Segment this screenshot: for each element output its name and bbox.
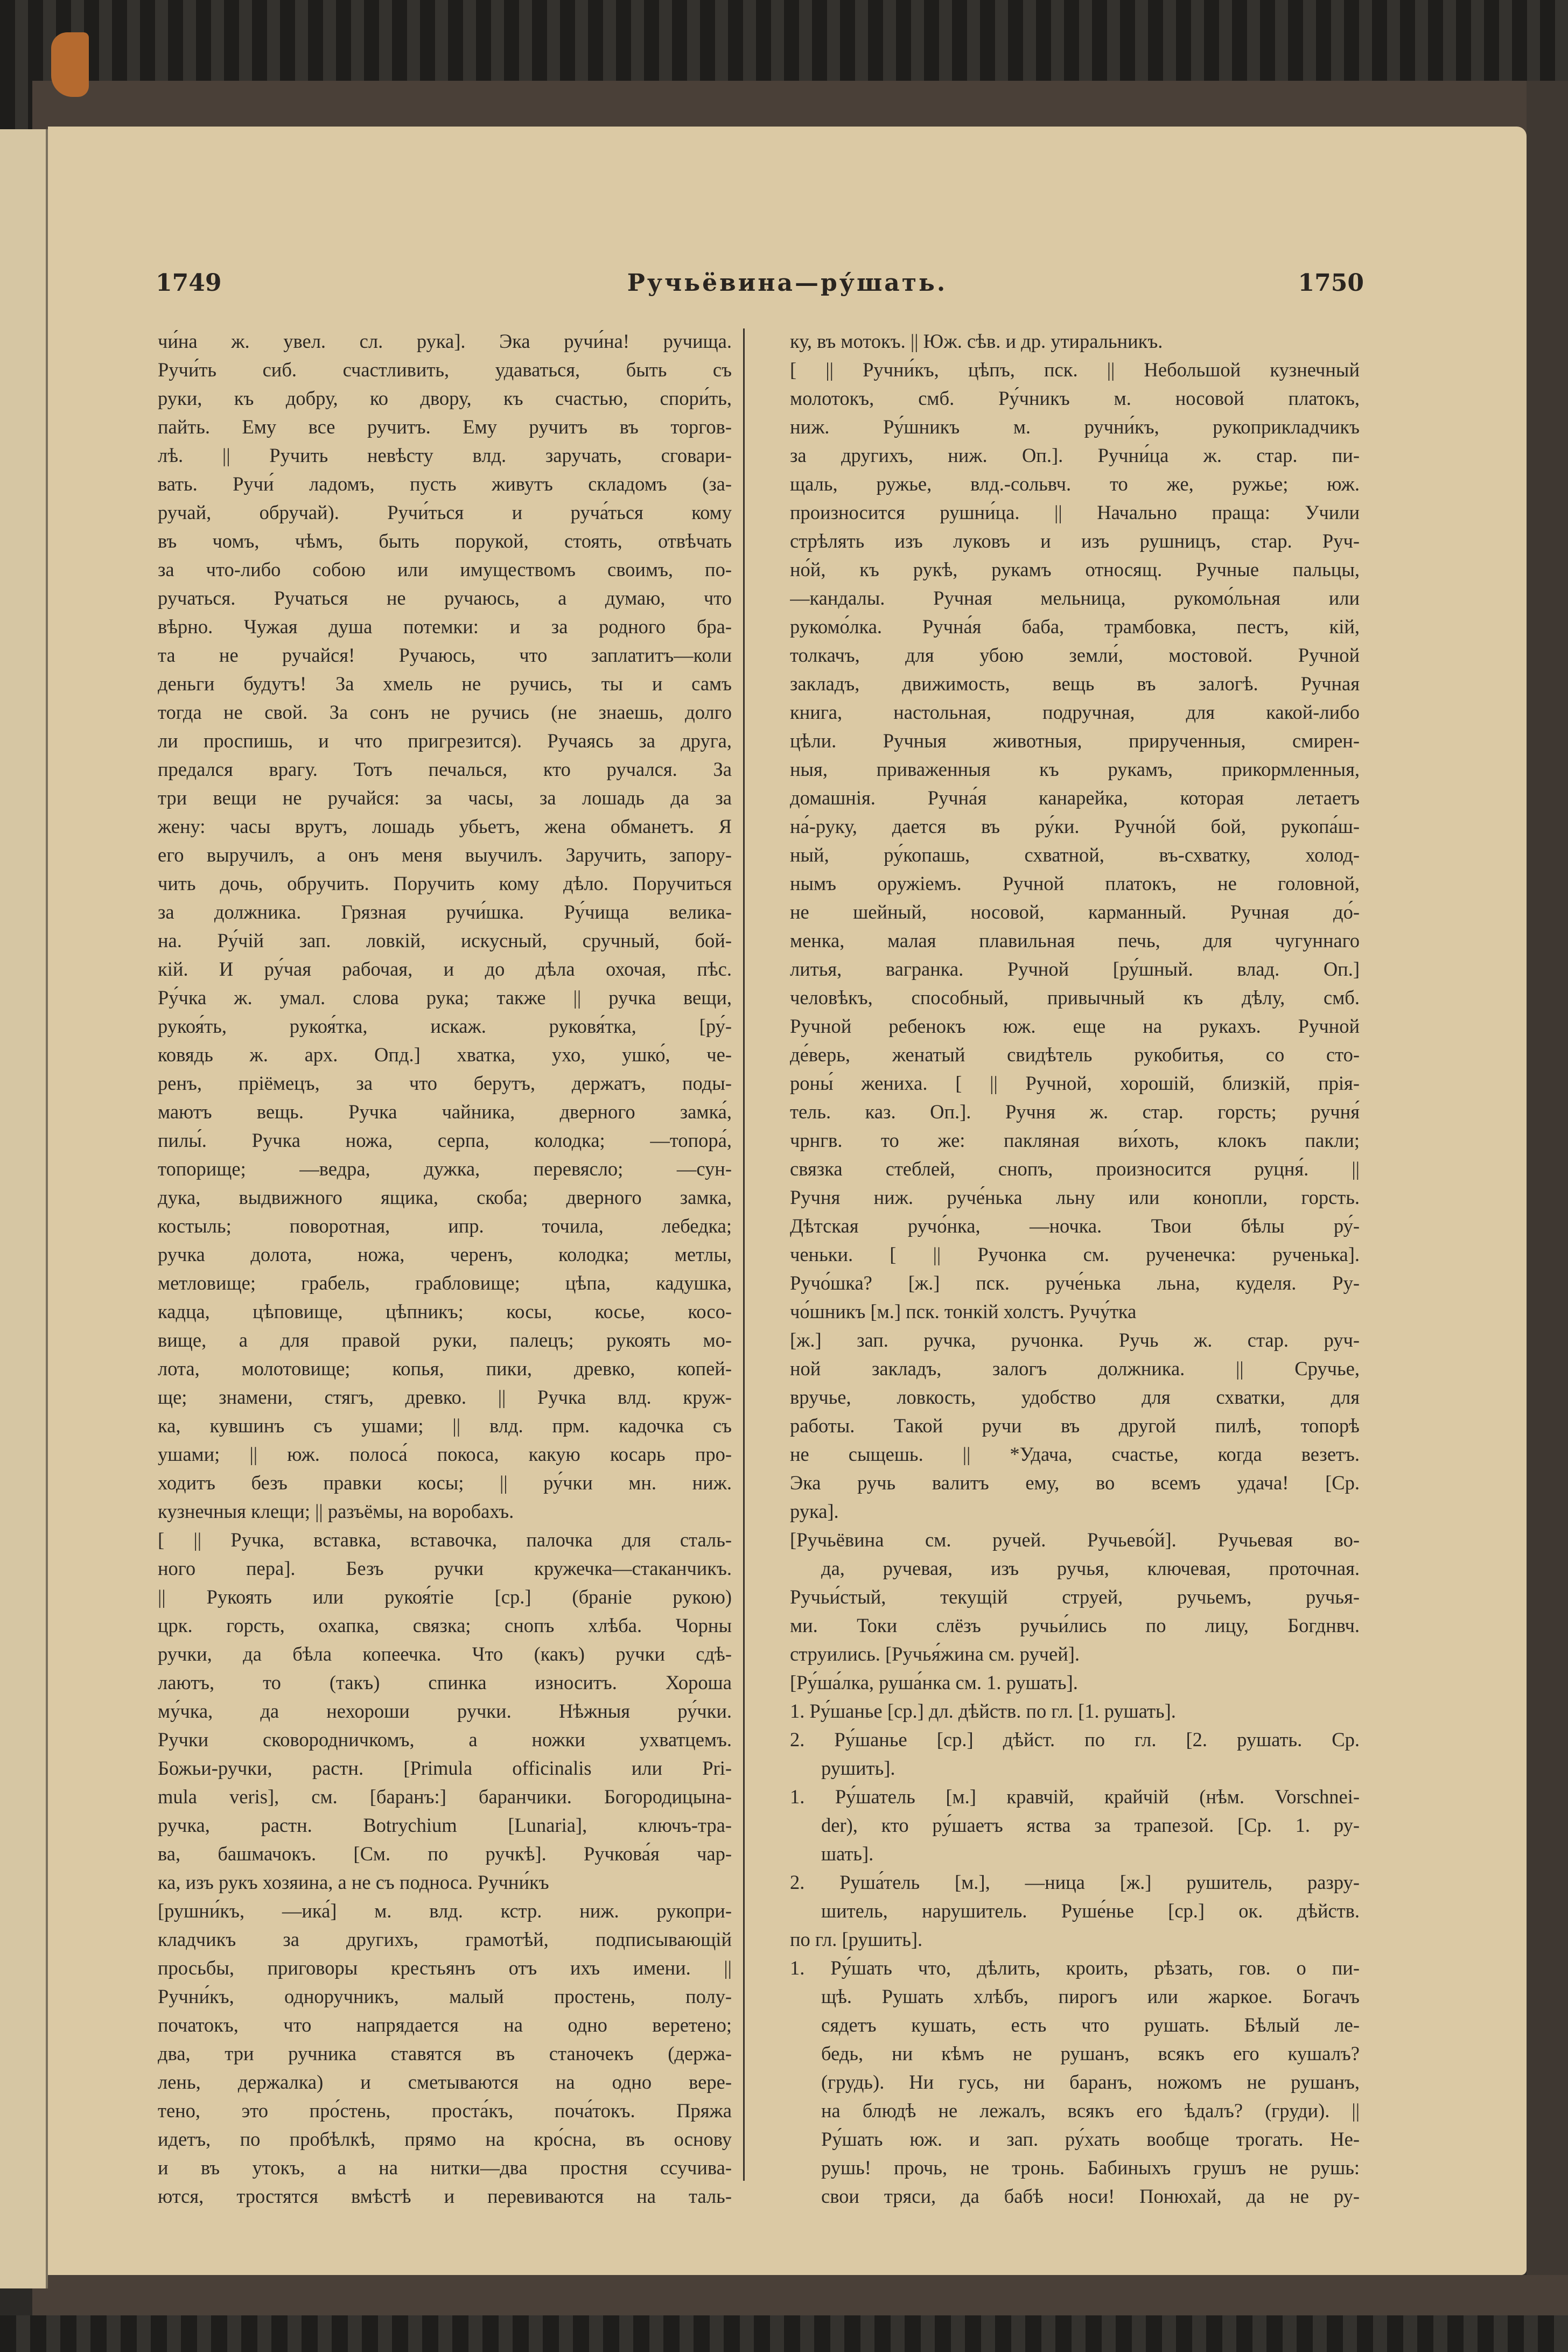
text-line: Ру́шать юж. и зап. ру́хать вообще трогать. Не- <box>821 2128 1360 2150</box>
torn-paper-corner <box>51 32 89 97</box>
text-line: чо́шникъ [м.] пск. тонкій холстъ. Ручу́тка <box>790 1300 1137 1322</box>
text-line: Ручня ниж. руче́нька льну или конопли, горсть. <box>790 1186 1360 1208</box>
text-line: идетъ, по пробѣлкѣ, прямо на кро́сна, въ основу <box>158 2128 732 2150</box>
text-line: вручье, ловкость, удобство для схватки, для <box>790 1386 1360 1408</box>
text-line: || Рукоять или рукоя́тіе [ср.] (браніе рукою) <box>158 1586 732 1608</box>
text-line: [рушни́къ, —ика́] м. влд. кстр. ниж. рукопри- <box>158 1900 732 1922</box>
text-line: литья, вагранка. Ручной [ру́шный. влад. Оп.] <box>790 958 1360 980</box>
text-line: три вещи не ручайся: за часы, за лошадь да за <box>158 787 732 809</box>
text-line: 1. Ру́шатель [м.] кравчій, крайчій (нѣм. Vorschnei- <box>790 1786 1360 1808</box>
text-line: молотокъ, смб. Ру́чникъ м. носовой платокъ, <box>790 387 1360 409</box>
text-line: просьбы, приговоры крестьянъ отъ ихъ имени. || <box>158 1957 732 1979</box>
text-line: початокъ, что напрядается на одно веретено; <box>158 2014 732 2036</box>
text-line: ще; знамени, стягъ, древко. || Ручка влд. круж- <box>158 1386 732 1408</box>
text-line: Ручьи́стый, текущій струей, ручьемъ, ручья- <box>790 1586 1360 1608</box>
text-line: ка, изъ рукъ хозяина, а не съ подноса. Ручни́къ <box>158 1871 549 1893</box>
text-line: ва, башмачокъ. [См. по ручкѣ]. Ручкова́я чар- <box>158 1843 732 1865</box>
text-line: рушь! прочь, не тронь. Бабиныхъ грушъ не рушь: <box>821 2157 1360 2179</box>
text-line: вище, а для правой руки, палецъ; рукоять мо- <box>158 1329 732 1351</box>
text-line: закладъ, движимость, вещь въ залогѣ. Ручная <box>790 673 1360 695</box>
text-line: ниж. Ру́шникъ м. ручни́къ, рукоприкладчикъ <box>790 416 1360 438</box>
text-line: рука]. <box>790 1500 839 1522</box>
text-line: [Ру́ша́лка, руша́нка см. 1. рушать]. <box>790 1671 1078 1693</box>
text-line: человѣкъ, способный, привычный къ дѣлу, смб. <box>790 986 1360 1009</box>
text-line: щѣ. Рушать хлѣбъ, пирогъ или жаркое. Богачъ <box>821 1985 1360 2007</box>
text-line: рукомо́лка. Ручна́я баба, трамбовка, пестъ, кій, <box>790 615 1360 638</box>
text-line: пайть. Ему все ручитъ. Ему ручитъ въ торгов- <box>158 416 732 438</box>
text-line: чрнгв. то же: пакляная ви́хоть, клокъ пакли; <box>790 1129 1360 1151</box>
running-title: Ручьёвина—ру́шать. <box>627 269 948 297</box>
text-line: за другихъ, ниж. Оп.]. Ручни́ца ж. стар. пи- <box>790 444 1360 466</box>
text-line: вѣрно. Чужая душа потемки: и за родного бра- <box>158 615 732 638</box>
text-line: нымъ оружіемъ. Ручной платокъ, не головной, <box>790 872 1360 894</box>
text-line: въ чомъ, чѣмъ, быть порукой, стоять, отвѣчать <box>158 530 732 552</box>
text-line: Ру́чка ж. умал. слова рука; также || ручка вещи, <box>158 986 732 1009</box>
left-column <box>158 327 732 2210</box>
text-line: [ || Ручка, вставка, вставочка, палочка для сталь- <box>158 1529 732 1551</box>
text-line: mula veris], см. [баранъ:] баранчики. Богородицына- <box>158 1786 732 1808</box>
text-line: (грудь). Ни гусь, ни баранъ, ножомъ не рушанъ, <box>821 2071 1360 2093</box>
text-line: чить дочь, обручить. Поручить кому дѣло. Поручиться <box>158 872 732 894</box>
dictionary-page <box>48 127 1527 2275</box>
text-line: произносится рушни́ца. || Начально праща: Учили <box>790 501 1360 523</box>
text-line: тель. каз. Оп.]. Ручня ж. стар. горсть; ручня́ <box>790 1101 1360 1123</box>
text-line: да, ручевая, изъ ручья, ключевая, проточная. <box>821 1557 1360 1579</box>
text-line: ручай, обручай). Ручи́ться и руча́ться кому <box>158 501 732 523</box>
text-line: 1. Ру́шанье [ср.] дл. дѣйств. по гл. [1. рушать]. <box>790 1700 1176 1722</box>
text-line: связка стеблей, снопъ, произносится руцня́. || <box>790 1158 1360 1180</box>
text-line: му́чка, да нехороши ручки. Нѣжныя ру́чки. <box>158 1700 732 1722</box>
text-line: предался врагу. Тотъ печалься, кто ручался. За <box>158 758 732 780</box>
text-line: деньги будутъ! За хмель не ручись, ты и самъ <box>158 673 732 695</box>
text-line: ручка долота, ножа, черенъ, колодка; метлы, <box>158 1243 732 1265</box>
text-line: маютъ вещь. Ручка чайника, дверного замка́, <box>158 1101 732 1123</box>
text-line: Ручки сковородничкомъ, а ножки ухватцемъ. <box>158 1728 732 1751</box>
text-line: [Ручьёвина см. ручей. Ручьево́й]. Ручьевая во- <box>790 1529 1360 1551</box>
text-line: тогда не свой. За сонъ не ручись (не знаешь, долго <box>158 701 732 723</box>
text-line: Эка ручь валитъ ему, во всемъ удача! [Ср. <box>790 1472 1360 1494</box>
text-line: на́-руку, дается въ ру́ки. Ручно́й бой, рукопа́ш- <box>790 815 1360 837</box>
text-line: домашнія. Ручна́я канарейка, которая летаетъ <box>790 787 1360 809</box>
text-line: ной закладъ, залогъ должника. || Сручье, <box>790 1357 1360 1380</box>
text-line: стрѣлять изъ луковъ и изъ рушницъ, стар. Руч- <box>790 530 1360 552</box>
text-line: сядетъ кушать, есть что рушать. Бѣлый ле- <box>821 2014 1360 2036</box>
text-line: тено, это про́стень, проста́къ, поча́токъ. Пряжа <box>158 2099 732 2122</box>
text-line: [ || Ручни́къ, цѣпъ, пск. || Небольшой кузнечный <box>790 359 1360 381</box>
text-line: ются, тростятся вмѣстѣ и перевиваются на таль- <box>158 2185 732 2207</box>
text-line: не шейный, носовой, карманный. Ручная до́- <box>790 901 1360 923</box>
column-divider <box>743 328 745 2181</box>
text-line: бедь, ни кѣмъ не рушанъ, всякъ его кушалъ? <box>821 2042 1360 2064</box>
text-line: ныя, приваженныя къ рукамъ, прикормленныя, <box>790 758 1360 780</box>
text-line: ми. Токи слёзъ ручьи́лись по лицу, Богднвч. <box>790 1614 1360 1636</box>
text-line: чи́на ж. увел. сл. рука]. Эка ручи́на! ручища. <box>158 330 732 352</box>
text-line: за что-либо собою или имуществомъ своимъ, по- <box>158 558 732 580</box>
text-line: рушить]. <box>821 1757 895 1779</box>
text-line: не сыщешь. || *Удача, счастье, когда везетъ. <box>790 1443 1360 1465</box>
text-line: цѣли. Ручныя животныя, прирученныя, смирен- <box>790 730 1360 752</box>
text-line: но́й, къ рукѣ, рукамъ относящ. Ручные пальцы, <box>790 558 1360 580</box>
text-line: шать]. <box>821 1843 874 1865</box>
book-binding-bottom <box>0 2315 1568 2352</box>
text-line: ренъ, пріёмецъ, за что берутъ, держатъ, поды- <box>158 1072 732 1094</box>
text-line: Божьи-ручки, растн. [Primula officinalis или Pri- <box>158 1757 732 1779</box>
text-line: —кандалы. Ручная мельница, рукомо́льная или <box>790 587 1360 609</box>
text-line: ручки, да бѣла копеечка. Что (какъ) ручки сдѣ- <box>158 1643 732 1665</box>
text-line: топорище; —ведра, дужка, перевясло; —сун- <box>158 1158 732 1180</box>
text-line: Ручни́къ, одноручникъ, малый простень, полу- <box>158 1985 732 2007</box>
text-line: ка, кувшинъ съ ушами; || влд. прм. кадочка съ <box>158 1415 732 1437</box>
text-line: кладчикъ за другихъ, грамотѣй, подписывающій <box>158 1928 732 1950</box>
text-line: ного пера]. Безъ ручки кружечка—стаканчикъ. <box>158 1557 732 1579</box>
page-number-left: 1749 <box>156 269 222 297</box>
text-line: 2. Руша́тель [м.], —ница [ж.] рушитель, разру- <box>790 1871 1360 1893</box>
text-line: лѣ. || Ручить невѣсту влд. заручать, сговари- <box>158 444 732 466</box>
text-line: кузнечныя клещи; || разъёмы, на воробахъ. <box>158 1500 514 1522</box>
text-line: Ручо́шка? [ж.] пск. руче́нька льна, куделя. Ру- <box>790 1272 1360 1294</box>
text-line: ковядь ж. арх. Опд.] хватка, ухо, ушко́, че- <box>158 1044 732 1066</box>
text-line: ручаться. Ручаться не ручаюсь, а думаю, что <box>158 587 732 609</box>
text-line: црк. горсть, охапка, связка; снопъ хлѣба. Чорны <box>158 1614 732 1636</box>
text-line: струились. [Ручья́жина см. ручей]. <box>790 1643 1080 1665</box>
text-line: ходитъ безъ правки косы; || ру́чки мн. ниж. <box>158 1472 732 1494</box>
book-cover-edge-right <box>1527 81 1568 2288</box>
previous-page-edge <box>0 129 48 2288</box>
text-line: шитель, нарушитель. Руше́нье [ср.] ок. дѣйств. <box>821 1900 1360 1922</box>
text-line: руки, къ добру, ко двору, къ счастью, спори́ть, <box>158 387 732 409</box>
running-header <box>48 269 1527 302</box>
text-line: der), кто ру́шаетъ яства за трапезой. [Ср. 1. ру- <box>821 1814 1360 1836</box>
text-line: Дѣтская ручо́нка, —ночка. Твои бѣлы ру́- <box>790 1215 1360 1237</box>
text-line: кій. И ру́чая рабочая, и до дѣла охочая, пѣс. <box>158 958 732 980</box>
text-line: свои тряси, да бабѣ носи! Понюхай, да не ру- <box>821 2185 1360 2207</box>
text-line: ушами; || юж. полоса́ покоса, какую косарь про- <box>158 1443 732 1465</box>
text-line: книга, настольная, подручная, для какой-либо <box>790 701 1360 723</box>
text-line: жену: часы врутъ, лошадь убьетъ, жена обманетъ. Я <box>158 815 732 837</box>
text-line: толкачъ, для убою земли́, мостовой. Ручной <box>790 644 1360 666</box>
text-line: ку, въ мотокъ. || Юж. сѣв. и др. утиральникъ. <box>790 330 1163 352</box>
text-line: на блюдѣ не лежалъ, всякъ его ѣдалъ? (груди). || <box>821 2099 1360 2122</box>
text-line: дука, выдвижного ящика, скоба; дверного замка, <box>158 1186 732 1208</box>
text-line: метловище; грабель, грабловище; цѣпа, кадушка, <box>158 1272 732 1294</box>
text-line: кадца, цѣповище, цѣпникъ; косы, косье, косо- <box>158 1300 732 1322</box>
text-line: Ручной ребенокъ юж. еще на рукахъ. Ручной <box>790 1015 1360 1037</box>
text-line: за должника. Грязная ручи́шка. Ру́чища велика- <box>158 901 732 923</box>
text-line: лень, держалка) и сметываются на одно вере- <box>158 2071 732 2093</box>
text-line: 1. Ру́шать что, дѣлить, кроить, рѣзать, гов. о пи- <box>790 1957 1360 1979</box>
text-line: работы. Такой ручи въ другой пилѣ, топорѣ <box>790 1415 1360 1437</box>
text-line: по гл. [рушить]. <box>790 1928 923 1950</box>
text-line: де́верь, женатый свидѣтель рукобитья, со сто- <box>790 1044 1360 1066</box>
right-column <box>790 327 1360 2210</box>
text-line: и въ утокъ, а на нитки—два простня ссучива- <box>158 2157 732 2179</box>
text-line: менка, малая плавильная печь, для чугуннаго <box>790 929 1360 951</box>
text-line: два, три ручника ставятся въ станочекъ (держа- <box>158 2042 732 2064</box>
text-line: костыль; поворотная, ипр. точила, лебедка; <box>158 1215 732 1237</box>
text-line: лота, молотовище; копья, пики, древко, копей- <box>158 1357 732 1380</box>
text-line: вать. Ручи́ ладомъ, пусть живутъ складомъ (за- <box>158 473 732 495</box>
text-line: ченьки. [ || Ручонка см. рученечка: рученька]. <box>790 1243 1360 1265</box>
text-line: та не ручайся! Ручаюсь, что заплатитъ—коли <box>158 644 732 666</box>
text-line: его выручилъ, а онъ меня выучилъ. Заручить, запору- <box>158 844 732 866</box>
text-line: ный, ру́копашь, схватной, въ-схватку, холод- <box>790 844 1360 866</box>
text-line: 2. Ру́шанье [ср.] дѣйст. по гл. [2. рушать. Ср. <box>790 1728 1360 1751</box>
text-line: на. Ру́чій зап. ловкій, искусный, сручный, бой- <box>158 929 732 951</box>
text-line: щаль, ружье, влд.-сольвч. то же, ружье; юж. <box>790 473 1360 495</box>
text-line: рукоя́ть, рукоя́тка, искаж. руковя́тка, [ру́- <box>158 1015 732 1037</box>
page-number-right: 1750 <box>1298 269 1364 297</box>
text-line: пилы́. Ручка ножа, серпа, колодка; —топора́, <box>158 1129 732 1151</box>
text-line: ли проспишь, и что пригрезится). Ручаясь за друга, <box>158 730 732 752</box>
text-line: Ручи́ть сиб. счастливить, удаваться, быть съ <box>158 359 732 381</box>
text-line: лаютъ, то (такъ) спинка износитъ. Хороша <box>158 1671 732 1693</box>
text-line: роны́ жениха. [ || Ручной, хорошій, близкій, прія- <box>790 1072 1360 1094</box>
text-line: [ж.] зап. ручка, ручонка. Ручь ж. стар. руч- <box>790 1329 1360 1351</box>
text-line: ручка, растн. Botrychium [Lunaria], ключъ-тра- <box>158 1814 732 1836</box>
